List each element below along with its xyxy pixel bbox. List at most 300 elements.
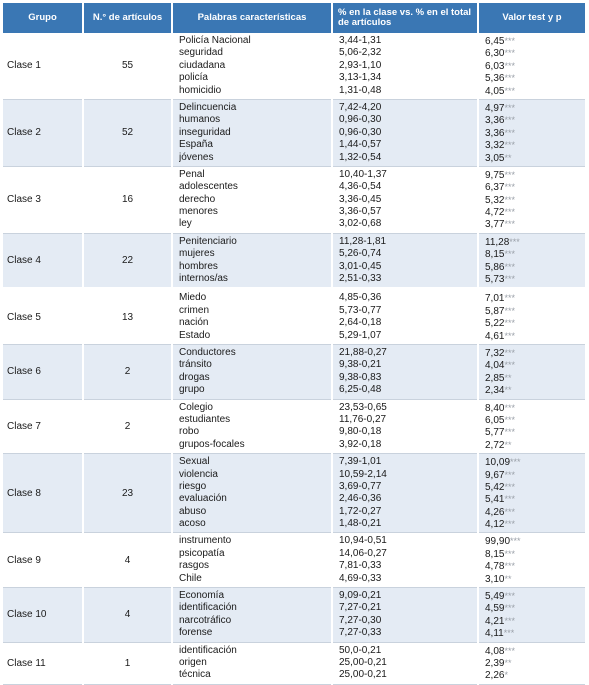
header-articulos: N.° de artículos [83,3,172,33]
test-value: 99,90 [485,536,511,548]
cell-palabras-item: mujeres [179,248,215,260]
cell-palabras-item: violencia [179,468,218,480]
test-value: 5,49 [485,591,505,603]
cell-porcentaje [332,289,478,345]
significance-stars: *** [504,102,515,113]
test-value: 4,04 [485,360,505,372]
significance-stars: ** [504,152,512,163]
significance-stars: *** [504,548,515,559]
valor-test-item [485,72,579,84]
valor-test-item [485,305,579,317]
valor-test-item [485,152,579,164]
valor-test-item [485,206,579,218]
cell-palabras-item: hombres [179,260,218,272]
significance-stars: *** [504,48,515,59]
cell-palabras-item: seguridad [179,47,223,59]
test-value: 5,86 [485,261,505,273]
cell-palabras-item: narcotráfico [179,614,232,626]
test-value: 2,85 [485,372,505,384]
cell-grupo: Clase 8 [3,454,83,533]
cell-porcentaje-item: 9,80-0,18 [339,426,382,438]
cell-palabras-item: nación [179,317,209,329]
test-value: 3,10 [485,573,505,585]
test-value: 8,15 [485,249,505,261]
cell-palabras-item: Policía Nacional [179,35,251,46]
valor-test-item [485,85,579,97]
test-value: 5,22 [485,318,505,330]
cell-porcentaje-item: 7,81-0,33 [339,560,382,572]
valor-test-item [485,273,579,285]
test-value: 2,34 [485,385,505,397]
cell-grupo: Clase 1 [3,33,83,99]
valor-test-item [485,439,579,451]
test-value: 5,73 [485,274,505,286]
significance-stars: *** [504,414,515,425]
significance-stars: ** [504,657,512,668]
valor-test-item [485,292,579,304]
test-value: 6,45 [485,36,505,47]
valor-test-item [485,506,579,518]
valor-test-item [485,139,579,151]
test-value: 7,01 [485,293,505,305]
significance-stars: *** [504,561,515,572]
cell-porcentaje-item: 7,42-4,20 [339,101,382,113]
cell-porcentaje-item: 5,06-2,32 [339,47,382,59]
cell-palabras-item: tránsito [179,359,212,371]
valor-test-item [485,317,579,329]
cell-palabras-item: grupos-focales [179,438,245,450]
cell-porcentaje-item: 2,93-1,10 [339,59,382,71]
cell-porcentaje-item: 3,36-0,45 [339,193,382,205]
cell-palabras [172,588,332,643]
test-value: 5,42 [485,481,505,493]
cell-palabras [172,233,332,289]
table-row [3,454,586,533]
cell-palabras-item: Penal [179,168,205,180]
table-row [3,233,586,289]
significance-stars: ** [504,385,512,396]
cell-porcentaje [332,642,478,684]
cell-porcentaje-item: 14,06-0,27 [339,547,387,559]
significance-stars: *** [504,427,515,438]
cell-porcentaje [332,99,478,166]
cell-porcentaje-item: 25,00-0,21 [339,656,387,668]
significance-stars: *** [504,506,515,517]
significance-stars: *** [504,645,515,656]
test-value: 6,37 [485,182,505,194]
cell-porcentaje-item: 5,29-1,07 [339,329,382,341]
valor-test-item [485,469,579,481]
cell-palabras [172,642,332,684]
test-value: 2,39 [485,657,505,669]
cell-grupo: Clase 6 [3,344,83,399]
cell-palabras-item: identificación [179,602,237,614]
cell-porcentaje-item: 9,09-0,21 [339,590,382,602]
cell-palabras-item: drogas [179,371,210,383]
significance-stars: *** [504,494,515,505]
cell-porcentaje [332,166,478,233]
cell-porcentaje-item: 3,01-0,45 [339,260,382,272]
cell-palabras-item: ciudadana [179,59,226,71]
test-value: 4,26 [485,506,505,518]
cell-palabras-item: Estado [179,329,211,341]
results-table-container [3,3,586,685]
cell-porcentaje [332,533,478,588]
results-table [3,3,587,685]
cell-porcentaje-item: 10,59-2,14 [339,468,387,480]
cell-grupo: Clase 2 [3,99,83,166]
significance-stars: *** [504,402,515,413]
cell-valor-test [478,533,586,588]
cell-palabras-item: origen [179,656,207,668]
cell-articulos: 16 [83,166,172,233]
cell-valor-test [478,642,586,684]
valor-test-item [485,657,579,669]
cell-articulos: 2 [83,344,172,399]
cell-porcentaje-item: 3,69-0,77 [339,480,382,492]
significance-stars: ** [504,439,512,450]
significance-stars: *** [504,293,515,304]
table-header [3,3,586,33]
significance-stars: *** [504,469,515,480]
header-valor-test: Valor test y p [478,3,586,33]
significance-stars: *** [510,536,521,547]
cell-palabras-item: policía [179,72,208,84]
cell-palabras-item: Delincuencia [179,101,237,113]
significance-stars: *** [504,305,515,316]
significance-stars: *** [504,182,515,193]
valor-test-item [485,602,579,614]
cell-porcentaje-item: 23,53-0,65 [339,401,387,413]
table-row [3,289,586,345]
cell-palabras-item: homicidio [179,84,222,96]
header-grupo: Grupo [3,3,83,33]
significance-stars: *** [504,169,515,180]
valor-test-item [485,114,579,126]
valor-test-item [485,330,579,342]
cell-palabras [172,454,332,533]
test-value: 6,30 [485,48,505,60]
test-value: 8,15 [485,548,505,560]
cell-articulos: 52 [83,99,172,166]
valor-test-item [485,372,579,384]
test-value: 4,61 [485,330,505,342]
significance-stars: *** [504,115,515,126]
table-row [3,33,586,99]
cell-palabras-item: psicopatía [179,547,225,559]
test-value: 4,59 [485,603,505,615]
test-value: 4,72 [485,207,505,219]
cell-porcentaje-item: 50,0-0,21 [339,644,382,656]
cell-valor-test [478,233,586,289]
test-value: 4,11 [485,628,504,640]
cell-palabras-item: jóvenes [179,151,214,163]
cell-palabras-item: evaluación [179,493,227,505]
cell-porcentaje-item: 10,94-0,51 [339,535,387,547]
valor-test-item [485,573,579,585]
cell-valor-test [478,33,586,99]
valor-test-item [485,518,579,530]
valor-test-item [485,60,579,72]
table-row [3,642,586,684]
significance-stars: *** [510,457,521,468]
valor-test-item [485,548,579,560]
cell-palabras-item: España [179,139,213,151]
cell-porcentaje-item: 7,39-1,01 [339,456,382,468]
significance-stars: *** [504,347,515,358]
valor-test-item [485,456,579,468]
cell-palabras-item: identificación [179,644,237,656]
cell-porcentaje-item: 3,92-0,18 [339,438,382,450]
test-value: 4,08 [485,645,505,657]
cell-palabras-item: Miedo [179,292,207,304]
test-value: 3,77 [485,219,505,231]
cell-palabras-item: crimen [179,304,210,316]
cell-porcentaje-item: 1,44-0,57 [339,139,382,151]
valor-test-item [485,645,579,657]
table-row [3,399,586,454]
significance-stars: *** [504,85,515,96]
significance-stars: *** [509,236,520,247]
cell-grupo: Clase 7 [3,399,83,454]
valor-test-item [485,481,579,493]
test-value: 3,36 [485,127,505,139]
cell-porcentaje [332,454,478,533]
test-value: 10,09 [485,457,511,469]
test-value: 5,77 [485,427,505,439]
valor-test-item [485,493,579,505]
significance-stars: *** [504,73,515,84]
cell-grupo: Clase 4 [3,233,83,289]
valor-test-item [485,590,579,602]
cell-palabras-item: humanos [179,114,221,126]
cell-palabras [172,533,332,588]
cell-grupo: Clase 10 [3,588,83,643]
cell-grupo: Clase 3 [3,166,83,233]
significance-stars: *** [504,360,515,371]
cell-palabras-item: Economía [179,590,225,602]
cell-palabras-item: estudiantes [179,413,231,425]
test-value: 4,21 [485,615,505,627]
cell-porcentaje-item: 1,48-0,21 [339,518,382,530]
cell-valor-test [478,588,586,643]
test-value: 4,12 [485,519,505,531]
cell-palabras-item: inseguridad [179,126,231,138]
valor-test-item [485,426,579,438]
cell-palabras-item: rasgos [179,560,210,572]
cell-articulos: 2 [83,399,172,454]
significance-stars: *** [504,274,515,285]
significance-stars: *** [504,481,515,492]
cell-porcentaje-item: 3,02-0,68 [339,218,382,230]
significance-stars: *** [504,60,515,71]
cell-porcentaje-item: 1,72-0,27 [339,505,382,517]
cell-porcentaje-item: 5,26-0,74 [339,248,382,260]
cell-palabras-item: Chile [179,572,202,584]
cell-palabras-item: Sexual [179,456,210,468]
table-row [3,533,586,588]
table-row [3,99,586,166]
cell-valor-test [478,344,586,399]
significance-stars: *** [504,519,515,530]
valor-test-item [485,248,579,260]
significance-stars: *** [504,194,515,205]
header-porcentaje: % en la clase vs. % en el total de artículos [332,3,478,33]
cell-porcentaje-item: 2,51-0,33 [339,273,382,285]
significance-stars: *** [504,261,515,272]
cell-articulos: 1 [83,642,172,684]
cell-porcentaje [332,344,478,399]
cell-grupo: Clase 5 [3,289,83,345]
cell-articulos: 13 [83,289,172,345]
cell-palabras-item: grupo [179,384,205,396]
cell-porcentaje-item: 3,13-1,34 [339,72,382,84]
valor-test-item [485,669,579,681]
cell-valor-test [478,399,586,454]
significance-stars: *** [504,127,515,138]
test-value: 3,36 [485,115,505,127]
test-value: 4,78 [485,561,505,573]
valor-test-item [485,414,579,426]
valor-test-item [485,169,579,181]
cell-palabras-item: Conductores [179,346,236,358]
test-value: 2,26 [485,670,505,682]
cell-articulos: 22 [83,233,172,289]
cell-palabras [172,33,332,99]
valor-test-item [485,359,579,371]
cell-palabras-item: técnica [179,669,211,681]
header-row [3,3,586,33]
cell-grupo: Clase 11 [3,642,83,684]
valor-test-item [485,535,579,547]
significance-stars: * [504,670,508,681]
valor-test-item [485,194,579,206]
significance-stars: ** [504,573,512,584]
test-value: 3,05 [485,152,505,164]
test-value: 5,32 [485,194,505,206]
valor-test-item [485,402,579,414]
cell-valor-test [478,289,586,345]
significance-stars: *** [504,603,515,614]
valor-test-item [485,218,579,230]
valor-test-item [485,236,579,248]
cell-porcentaje-item: 4,85-0,36 [339,292,382,304]
cell-palabras-item: instrumento [179,535,232,547]
header-palabras: Palabras características [172,3,332,33]
valor-test-item [485,560,579,572]
valor-test-item [485,627,579,639]
table-row [3,588,586,643]
cell-palabras [172,399,332,454]
test-value: 4,97 [485,102,505,114]
cell-porcentaje-item: 4,69-0,33 [339,572,382,584]
cell-palabras-item: menores [179,206,218,218]
cell-porcentaje-item: 2,46-0,36 [339,493,382,505]
cell-porcentaje-item: 3,36-0,57 [339,206,382,218]
test-value: 9,75 [485,169,505,181]
cell-porcentaje-item: 21,88-0,27 [339,346,387,358]
significance-stars: *** [504,36,515,46]
cell-porcentaje-item: 2,64-0,18 [339,317,382,329]
cell-palabras [172,99,332,166]
cell-palabras-item: internos/as [179,273,228,285]
cell-porcentaje-item: 11,76-0,27 [339,413,387,425]
cell-porcentaje-item: 3,44-1,31 [339,35,382,46]
valor-test-item [485,615,579,627]
test-value: 11,28 [485,236,510,248]
cell-grupo: Clase 9 [3,533,83,588]
valor-test-item [485,127,579,139]
table-row [3,344,586,399]
cell-porcentaje-item: 9,38-0,21 [339,359,382,371]
valor-test-item [485,102,579,114]
test-value: 3,32 [485,140,505,152]
valor-test-item [485,35,579,47]
cell-porcentaje [332,588,478,643]
cell-palabras [172,289,332,345]
cell-articulos: 55 [83,33,172,99]
test-value: 6,05 [485,414,505,426]
cell-porcentaje-item: 4,36-0,54 [339,181,382,193]
significance-stars: *** [504,330,515,341]
significance-stars: *** [504,207,515,218]
cell-porcentaje-item: 9,38-0,83 [339,371,382,383]
cell-porcentaje-item: 1,32-0,54 [339,151,382,163]
significance-stars: *** [504,249,515,260]
cell-porcentaje-item: 7,27-0,30 [339,614,382,626]
cell-palabras-item: adolescentes [179,181,238,193]
test-value: 4,05 [485,85,505,97]
table-row [3,166,586,233]
table-body [3,33,586,684]
cell-porcentaje-item: 7,27-0,33 [339,627,382,639]
cell-porcentaje-item: 5,73-0,77 [339,304,382,316]
cell-articulos: 4 [83,533,172,588]
cell-porcentaje-item: 25,00-0,21 [339,669,387,681]
cell-porcentaje [332,233,478,289]
significance-stars: *** [504,219,515,230]
cell-porcentaje-item: 1,31-0,48 [339,84,382,96]
significance-stars: *** [504,318,515,329]
cell-porcentaje [332,33,478,99]
cell-valor-test [478,166,586,233]
cell-articulos: 4 [83,588,172,643]
test-value: 9,67 [485,469,505,481]
valor-test-item [485,181,579,193]
significance-stars: ** [504,372,512,383]
test-value: 5,36 [485,73,505,85]
cell-palabras [172,344,332,399]
cell-porcentaje-item: 11,28-1,81 [339,235,387,247]
significance-stars: *** [504,140,515,151]
cell-palabras-item: Penitenciario [179,235,237,247]
cell-palabras-item: abuso [179,505,207,517]
significance-stars: *** [503,628,515,639]
valor-test-item [485,261,579,273]
cell-porcentaje-item: 0,96-0,30 [339,114,382,126]
cell-palabras-item: forense [179,627,213,639]
cell-palabras-item: robo [179,426,200,438]
cell-porcentaje-item: 0,96-0,30 [339,126,382,138]
cell-palabras [172,166,332,233]
cell-palabras-item: derecho [179,193,216,205]
cell-porcentaje-item: 10,40-1,37 [339,168,387,180]
test-value: 6,03 [485,60,505,72]
test-value: 8,40 [485,402,505,414]
cell-palabras-item: Colegio [179,401,213,413]
cell-valor-test [478,99,586,166]
cell-porcentaje-item: 6,25-0,48 [339,384,382,396]
